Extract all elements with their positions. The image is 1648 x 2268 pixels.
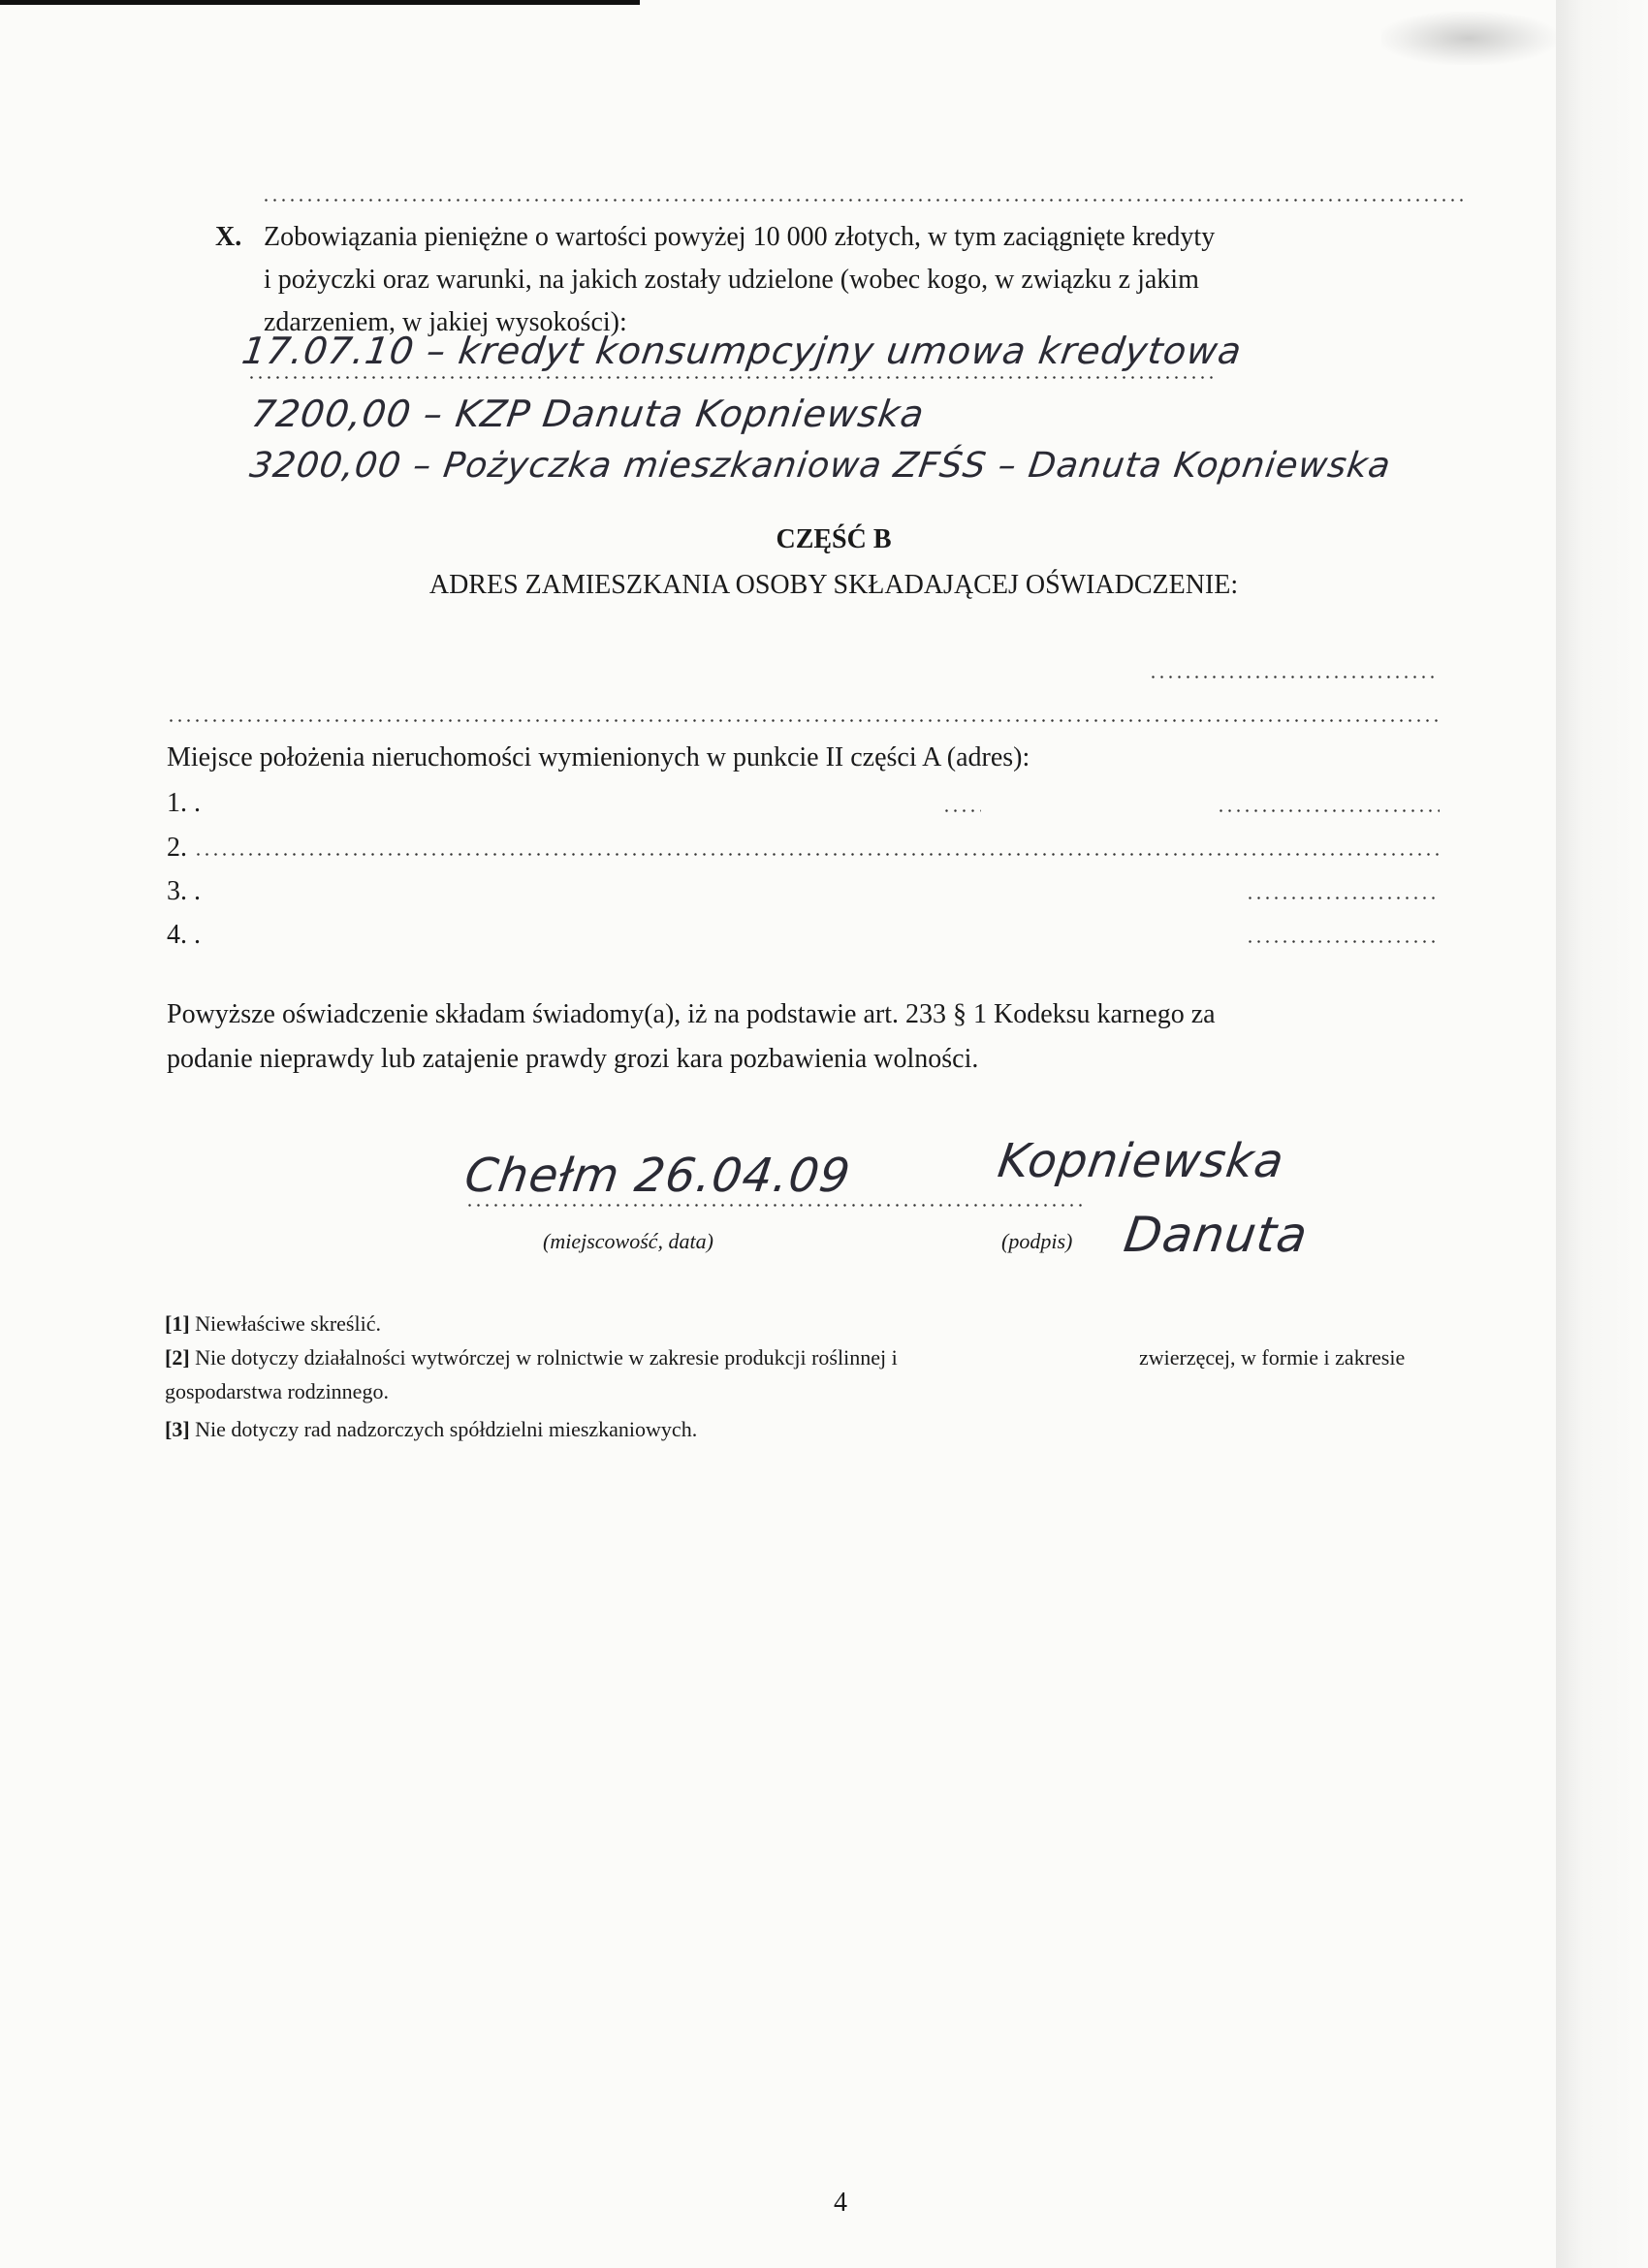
- property-item-1-dots-b: [1217, 809, 1440, 812]
- section-x-line-3: zdarzeniem, w jakiej wysokości):: [264, 307, 627, 337]
- property-item-4-dots: [1246, 940, 1440, 943]
- signature-dotted-line: [465, 1204, 1086, 1207]
- scan-edge-right: [1556, 0, 1648, 2268]
- footnote-1-text: Niewłaściwe skreślić.: [195, 1311, 381, 1336]
- page-number: 4: [834, 2188, 847, 2218]
- handwritten-answer-2: 7200,00 – KZP Danuta Kopniewska: [248, 393, 928, 435]
- footnote-2: [165, 1345, 898, 1370]
- section-x-line-2: i pożyczki oraz warunki, na jakich zostały udzielone (wobec kogo, w związku z jakim: [264, 265, 1199, 295]
- part-b-heading: CZĘŚĆ B: [776, 524, 892, 554]
- scan-smudge: [1381, 12, 1556, 65]
- footnote-3: [165, 1417, 697, 1442]
- property-item-2-dots: [194, 853, 1440, 856]
- statement-line-2: podanie nieprawdy lub zatajenie prawdy grozi kara pozbawienia wolności.: [167, 1044, 979, 1074]
- section-x-line-1: Zobowiązania pieniężne o wartości powyżej 10 000 złotych, w tym zaciągnięte kredyty: [264, 222, 1216, 252]
- footnote-2-text-c: gospodarstwa rodzinnego.: [165, 1379, 389, 1403]
- address-dotted-line-1: [1149, 676, 1440, 678]
- answer-dotted-line: [247, 376, 1217, 379]
- footnote-2-text-a: Nie dotyczy działalności wytwórczej w rolnictwie w zakresie produkcji roślinnej i: [195, 1345, 898, 1370]
- property-item-4: 4. .: [167, 920, 201, 950]
- property-item-3: 3. .: [167, 876, 201, 906]
- handwritten-signature-1: Kopniewska: [995, 1134, 1288, 1188]
- handwritten-answer-1: 17.07.10 – kredyt konsumpcyjny umowa kredytowa: [238, 330, 1245, 372]
- place-date-caption: (miejscowość, data): [543, 1229, 713, 1253]
- handwritten-place-date: Chełm 26.04.09: [461, 1149, 854, 1203]
- footnote-3-text: Nie dotyczy rad nadzorczych spółdzielni mieszkaniowych.: [195, 1417, 698, 1441]
- footnote-2-marker: [2]: [165, 1345, 190, 1370]
- property-item-1: 1. .: [167, 788, 201, 818]
- footnote-2-text-b: zwierzęcej, w formie i zakresie: [1139, 1345, 1406, 1370]
- handwritten-signature-2: Danuta: [1120, 1207, 1312, 1263]
- statement-line-1: Powyższe oświadczenie składam świadomy(a), iż na podstawie art. 233 § 1 Kodeksu karnego za: [167, 999, 1216, 1029]
- property-item-2: 2.: [167, 833, 187, 863]
- property-item-1-dots-a: [942, 809, 981, 812]
- handwritten-answer-3: 3200,00 – Pożyczka mieszkaniowa ZFŚS – Danuta Kopniewska: [247, 446, 1394, 486]
- footnote-3-marker: [3]: [165, 1417, 190, 1441]
- footnote-1: [165, 1311, 381, 1337]
- footnote-1-marker: [1]: [165, 1311, 190, 1336]
- property-item-3-dots: [1246, 897, 1440, 899]
- address-dotted-line-2: [167, 719, 1440, 722]
- property-label: Miejsce położenia nieruchomości wymienionych w punkcie II części A (adres):: [167, 742, 1030, 772]
- section-x-label: X.: [215, 222, 242, 252]
- part-b-subheading: ADRES ZAMIESZKANIA OSOBY SKŁADAJĄCEJ OŚWIADCZENIE:: [428, 570, 1239, 600]
- scan-edge-top: [0, 0, 640, 5]
- signature-caption: (podpis): [1001, 1229, 1073, 1253]
- top-dotted-line: [262, 199, 1469, 202]
